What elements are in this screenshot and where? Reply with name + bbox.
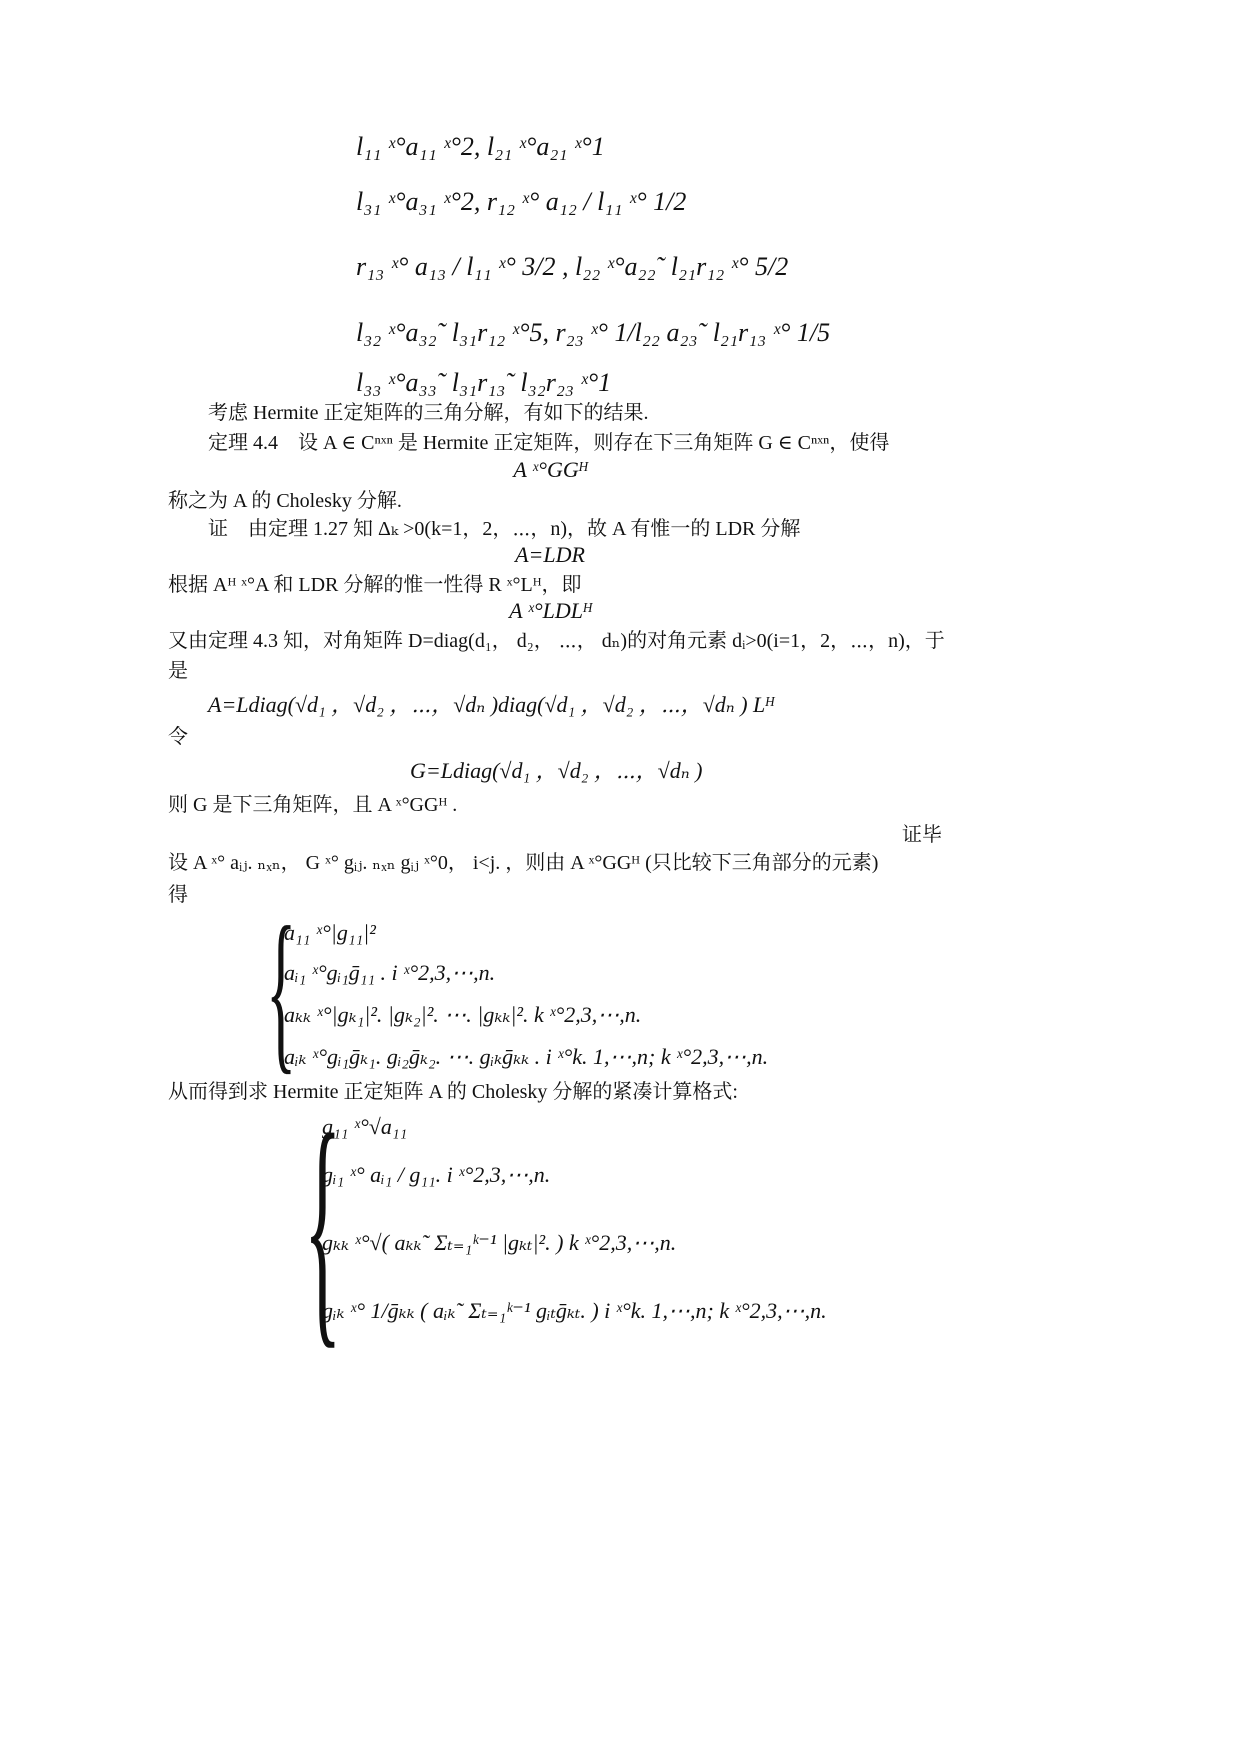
proof-f3: A=Ldiag(√d₁ ，√d₂ ，⋯，√dₙ )diag(√d₁ ，√d₂ ，⋯，√dₙ ) Lᴴ <box>208 692 774 717</box>
left-brace-2: { <box>304 1082 342 1370</box>
eq-line-2: l₃₁ ˣ°a₃₁ ˣ°2, r₁₂ ˣ° a₁₂ / l₁₁ ˣ° 1/2 <box>356 187 687 216</box>
proof-f1: A=LDR <box>515 542 585 567</box>
proof-p4: 令 <box>168 726 188 748</box>
system2-line-3: gₖₖ ˣ°√( aₖₖ˜ Σₜ₌₁ᵏ⁻¹ |gₖₜ|². ) k ˣ°2,3,⋯,n. <box>322 1230 677 1255</box>
eq-line-5: l₃₃ ˣ°a₃₃˜ l₃₁r₁₃˜ l₃₂r₂₃ ˣ°1 <box>356 368 612 397</box>
setup-line: 设 A ˣ° aᵢⱼ. ₙₓₙ， G ˣ° gᵢⱼ. ₙₓₙ gᵢⱼ ˣ°0， i<j. ，则由 A ˣ°GGᴴ (只比较下三角部分的元素) <box>168 852 879 874</box>
proof-p3b: 是 <box>168 660 188 682</box>
eq-line-1: l₁₁ ˣ°a₁₁ ˣ°2, l₂₁ ˣ°a₂₁ ˣ°1 <box>356 132 605 161</box>
eq-line-3: r₁₃ ˣ° a₁₃ / l₁₁ ˣ° 3/2 , l₂₂ ˣ°a₂₂˜ l₂₁r₁₂ ˣ° 5/2 <box>356 252 789 281</box>
system1-line-3: aₖₖ ˣ°|gₖ₁|². |gₖ₂|². ⋯. |gₖₖ|². k ˣ°2,3,⋯,n. <box>284 1002 642 1027</box>
left-brace-1: { <box>266 890 297 1089</box>
theorem-line <box>208 428 889 458</box>
proof-p3a: 又由定理 4.3 知，对角矩阵 D=diag(d₁， d₂， ⋯， dₙ)的对角元素 dᵢ>0(i=1，2，⋯，n)，于 <box>168 630 945 652</box>
eq-line-4: l₃₂ ˣ°a₃₂˜ l₃₁r₁₂ ˣ°5, r₂₃ ˣ° 1/l₂₂ a₂₃˜ l₂₁r₁₃ ˣ° 1/5 <box>356 318 831 347</box>
intro-text: 考虑 Hermite 正定矩阵的三角分解，有如下的结果. <box>208 402 649 424</box>
theorem-text: 设 A ∈ Cⁿˣⁿ 是 Hermite 正定矩阵，则存在下三角矩阵 G ∈ Cⁿˣⁿ，使得 <box>298 432 890 454</box>
system1-line-4: aᵢₖ ˣ°gᵢ₁ḡₖ₁. gᵢ₂ḡₖ₂. ⋯. gᵢₖḡₖₖ . i ˣ°k. 1,⋯,n; k ˣ°2,3,⋯,n. <box>284 1044 769 1069</box>
qed-mark: 证毕 <box>902 824 942 846</box>
proof-f2: A ˣ°LDLᴴ <box>509 598 591 623</box>
setup-line2: 得 <box>168 884 188 906</box>
theorem-label: 定理 4.4 <box>208 432 278 454</box>
compact-intro: 从而得到求 Hermite 正定矩阵 A 的 Cholesky 分解的紧凑计算格式: <box>168 1081 738 1103</box>
system1-line-2: aᵢ₁ ˣ°gᵢ₁ḡ₁₁ . i ˣ°2,3,⋯,n. <box>284 960 496 985</box>
proof-f4: G=Ldiag(√d₁ ，√d₂ ，⋯，√dₙ ) <box>410 758 703 783</box>
theorem-formula: A ˣ°GGᴴ <box>513 457 587 482</box>
theorem-after: 称之为 A 的 Cholesky 分解. <box>168 490 402 512</box>
system2-line-1: g₁₁ ˣ°√a₁₁ <box>322 1114 408 1139</box>
system2-line-2: gᵢ₁ ˣ° aᵢ₁ / g₁₁. i ˣ°2,3,⋯,n. <box>322 1162 551 1187</box>
system1-line-1: a₁₁ ˣ°|g₁₁|² <box>284 920 376 945</box>
system2-line-4: gᵢₖ ˣ° 1/ḡₖₖ ( aᵢₖ˜ Σₜ₌₁ᵏ⁻¹ gᵢₜḡₖₜ. ) i ˣ°k. 1,⋯,n; k ˣ°2,3,⋯,n. <box>322 1298 827 1323</box>
proof-p2: 根据 Aᴴ ˣ°A 和 LDR 分解的惟一性得 R ˣ°Lᴴ，即 <box>168 574 582 596</box>
proof-p5: 则 G 是下三角矩阵，且 A ˣ°GGᴴ . <box>168 794 458 816</box>
proof-p1: 证 由定理 1.27 知 Δₖ >0(k=1，2，⋯，n)，故 A 有惟一的 LDR 分解 <box>208 518 801 540</box>
